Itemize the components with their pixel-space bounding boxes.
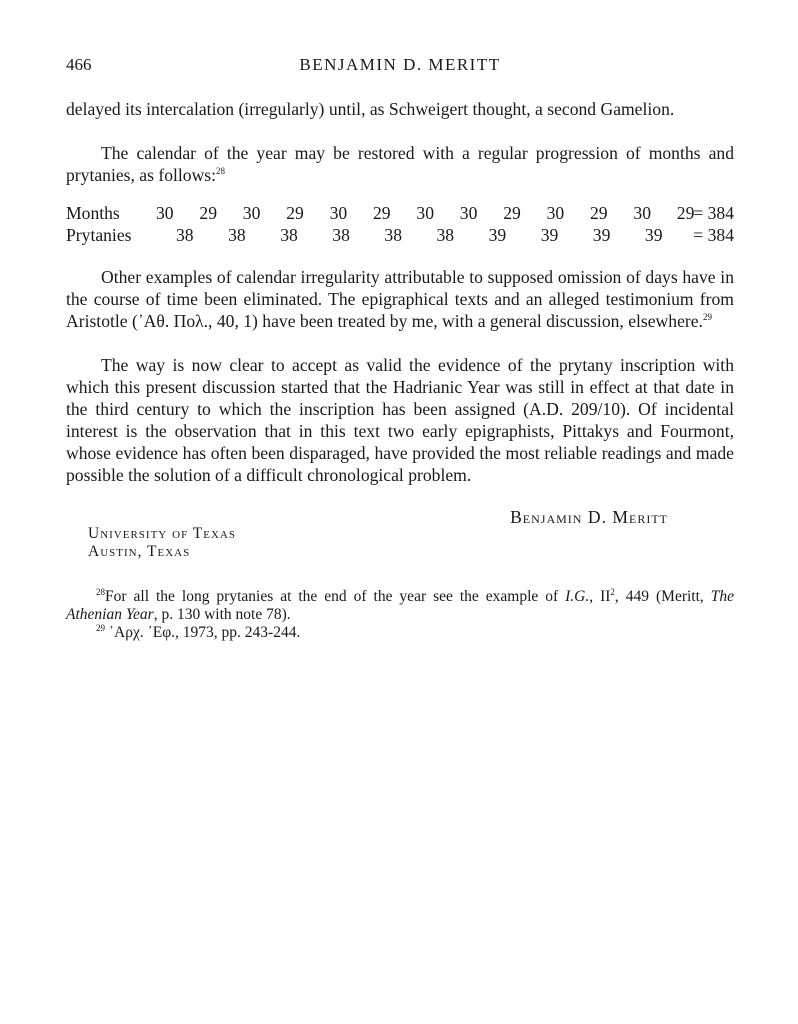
prytanies-value: 38 xyxy=(280,225,298,245)
footnote-28-ig: I.G. xyxy=(565,588,590,605)
paragraph-3 xyxy=(66,266,734,332)
months-value: 29 xyxy=(676,203,695,223)
prytanies-total: = 384 xyxy=(693,225,734,245)
months-row xyxy=(66,203,734,225)
page-number: 466 xyxy=(66,55,92,74)
prytanies-value: 38 xyxy=(384,225,402,245)
months-value: 29 xyxy=(503,203,521,223)
prytanies-value: 38 xyxy=(228,225,246,245)
months-value: 30 xyxy=(546,203,565,223)
paragraph-2-text: The calendar of the year may be restored with a regular progression of months and prytanies, as follows: xyxy=(66,143,734,185)
paragraph-4 xyxy=(66,354,734,486)
footnote-29-text: ᾽Αρχ. ᾽Εφ., 1973, pp. 243-244. xyxy=(108,624,301,641)
prytanies-value: 38 xyxy=(436,225,455,245)
calendar-table xyxy=(66,203,734,247)
footnote-ref-29: 29 xyxy=(702,312,712,323)
prytanies-value: 39 xyxy=(488,225,507,245)
months-total: = 384 xyxy=(693,203,734,223)
footnote-28-number: 28 xyxy=(96,586,105,597)
paragraph-3-text: Other examples of calendar irregularity attributable to supposed omission of days have in the course of time been eliminated. The epigraphical texts and an alleged testimonium from Aristotle (᾽Αθ. Πολ., 40, 1) have been treated by me, with a general discussion, elsewhere. xyxy=(66,267,734,331)
prytanies-value: 38 xyxy=(332,225,350,245)
paragraph-1-text: delayed its intercalation (irregularly) until, as Schweigert thought, a second Gamelion. xyxy=(66,99,675,119)
prytanies-label: Prytanies xyxy=(66,225,132,245)
months-value: 30 xyxy=(416,203,434,223)
months-value: 29 xyxy=(199,203,217,223)
paragraph-2 xyxy=(66,142,734,186)
footnote-28 xyxy=(66,588,734,624)
page-header xyxy=(66,55,734,85)
prytanies-value: 39 xyxy=(540,225,559,245)
footnote-28-text-d: , p. 130 with note 78). xyxy=(153,606,291,623)
prytanies-value: 39 xyxy=(644,225,663,245)
paragraph-4-text-b: 209/10). Of incidental interest is the observation that in this text two early epigraphists, Pittakys and Fourmont, whose evidence has often been disparaged, have provided the most reliable readings and made possible the solution of a difficult chronological problem. xyxy=(66,399,734,485)
months-value: 30 xyxy=(156,203,174,223)
months-value: 30 xyxy=(329,203,348,223)
months-value: 29 xyxy=(590,203,608,223)
footnote-28-text-a: For all the long prytanies at the end of the year see the example of xyxy=(105,588,566,605)
prytanies-value: 39 xyxy=(592,225,611,245)
paragraph-4-text-a: The way is now clear to accept as valid the evidence of the prytany inscription with which this present discussion started that the Hadrianic Year was still in effect at that date in the third century to which the inscription has been assigned ( xyxy=(66,355,734,419)
footnote-29 xyxy=(66,624,734,642)
months-value: 30 xyxy=(242,203,261,223)
prytanies-value: 38 xyxy=(176,225,194,245)
affiliation-city: Austin, Texas xyxy=(88,543,191,560)
footnote-29-number: 29 xyxy=(96,622,105,633)
footnote-28-text-b: , II xyxy=(589,588,611,605)
footnote-28-sup: 2 xyxy=(610,586,615,597)
paragraph-1 xyxy=(66,98,734,120)
footnote-ref-28: 28 xyxy=(216,166,226,177)
months-value: 30 xyxy=(633,203,651,223)
months-label: Months xyxy=(66,203,120,223)
prytanies-row xyxy=(66,225,734,247)
footnotes xyxy=(66,588,734,642)
paragraph-4-ad: A.D. xyxy=(529,399,564,419)
months-value: 29 xyxy=(373,203,391,223)
running-head: BENJAMIN D. MERITT xyxy=(299,55,501,74)
footnote-28-title: The Athenian Year xyxy=(66,588,735,623)
affiliation-university: University of Texas xyxy=(88,525,236,542)
months-value: 30 xyxy=(459,203,478,223)
author-signature: Benjamin D. Meritt xyxy=(510,507,668,527)
months-value: 29 xyxy=(286,203,304,223)
footnote-28-text-c: , 449 (Meritt, xyxy=(614,588,711,605)
